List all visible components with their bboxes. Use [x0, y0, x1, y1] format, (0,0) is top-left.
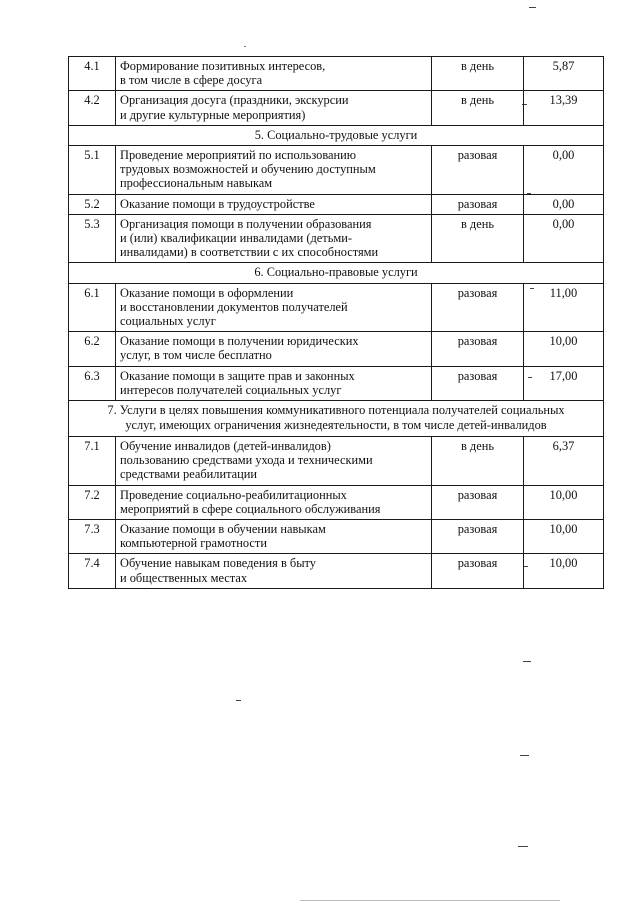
section-header-row [69, 401, 604, 437]
service-name-line: Проведение социально-реабилитационных [120, 487, 347, 502]
service-name [116, 554, 432, 588]
service-row [69, 214, 604, 263]
service-unit: разовая [432, 366, 524, 400]
service-name [116, 91, 432, 125]
scan-speck [520, 755, 529, 756]
service-number: 7.4 [69, 554, 116, 588]
service-row [69, 57, 604, 91]
section-title-line: услуг, имеющих ограничения жизнедеятельности, в том числе детей-инвалидов [125, 418, 547, 433]
service-name-line: и восстановлении документов получателей [120, 299, 348, 314]
service-number: 4.2 [69, 91, 116, 125]
service-name-line: пользованию средствами ухода и техническими [120, 453, 373, 468]
service-price: 10,00 [524, 332, 604, 366]
section-header-row [69, 263, 604, 283]
table-body [69, 57, 604, 589]
service-name-line: Оказание помощи в получении юридических [120, 334, 359, 349]
service-name [116, 485, 432, 519]
service-name-line: инвалидами) в соответствии с их способностями [120, 245, 379, 260]
service-price: 13,39 [524, 91, 604, 125]
service-unit: в день [432, 57, 524, 91]
service-unit: в день [432, 91, 524, 125]
service-number: 5.2 [69, 194, 116, 214]
service-price: 0,00 [524, 194, 604, 214]
service-number: 7.2 [69, 485, 116, 519]
service-name-line: Оказание помощи в защите прав и законных [120, 368, 355, 383]
service-unit: в день [432, 437, 524, 486]
service-name [116, 520, 432, 554]
service-name-line: интересов получателей социальных услуг [120, 382, 342, 397]
services-tariff-table [68, 56, 604, 589]
service-unit: разовая [432, 194, 524, 214]
service-row [69, 332, 604, 366]
service-name-line: компьютерной грамотности [120, 536, 267, 551]
scan-footer-noise [300, 900, 560, 901]
service-number: 6.3 [69, 366, 116, 400]
service-name-line: Обучение навыкам поведения в быту [120, 556, 316, 571]
service-price: 10,00 [524, 554, 604, 588]
service-unit: разовая [432, 146, 524, 195]
service-name-line: мероприятий в сфере социального обслуживания [120, 501, 381, 516]
service-name-line: услуг, в том числе бесплатно [120, 348, 272, 363]
service-row [69, 520, 604, 554]
service-row [69, 283, 604, 332]
service-number: 6.2 [69, 332, 116, 366]
service-name-line: Оказание помощи в обучении навыкам [120, 522, 326, 537]
scan-speck [523, 661, 531, 662]
service-number: 7.3 [69, 520, 116, 554]
section-title: 6. Социально-правовые услуги [69, 263, 604, 283]
service-price: 17,00 [524, 366, 604, 400]
service-row [69, 485, 604, 519]
service-name-line: Организация досуга (праздники, экскурсии [120, 93, 349, 108]
service-price: 0,00 [524, 214, 604, 263]
service-name [116, 366, 432, 400]
service-unit: разовая [432, 554, 524, 588]
section-title-line: 7. Услуги в целях повышения коммуникативного потенциала получателей социальных [107, 403, 565, 418]
service-name [116, 146, 432, 195]
service-name-line: Оказание помощи в трудоустройстве [120, 196, 315, 211]
service-name-line: Обучение инвалидов (детей-инвалидов) [120, 439, 331, 454]
service-number: 6.1 [69, 283, 116, 332]
service-name-line: Организация помощи в получении образования [120, 216, 372, 231]
service-row [69, 366, 604, 400]
scan-speck [244, 46, 246, 47]
service-name-line: и другие культурные мероприятия) [120, 107, 306, 122]
service-name-line: Формирование позитивных интересов, [120, 59, 326, 73]
service-number: 5.1 [69, 146, 116, 195]
service-row [69, 437, 604, 486]
service-unit: разовая [432, 283, 524, 332]
service-name [116, 214, 432, 263]
service-name-line: профессиональным навыкам [120, 176, 273, 191]
service-number: 4.1 [69, 57, 116, 91]
service-name [116, 57, 432, 91]
service-name [116, 437, 432, 486]
section-title: 5. Социально-трудовые услуги [69, 125, 604, 145]
service-row [69, 554, 604, 588]
service-name-line: Проведение мероприятий по использованию [120, 148, 357, 163]
service-name [116, 283, 432, 332]
service-name-line: Оказание помощи в оформлении [120, 285, 294, 300]
scan-speck [529, 7, 536, 8]
service-row [69, 194, 604, 214]
service-name [116, 194, 432, 214]
scan-speck [236, 700, 241, 701]
service-name-line: и общественных местах [120, 570, 248, 585]
service-row [69, 146, 604, 195]
service-unit: разовая [432, 332, 524, 366]
service-price: 10,00 [524, 485, 604, 519]
service-name-line: средствами реабилитации [120, 467, 258, 482]
section-header-row [69, 125, 604, 145]
service-unit: разовая [432, 520, 524, 554]
service-name-line: социальных услуг [120, 314, 216, 329]
service-price: 5,87 [524, 57, 604, 91]
service-name [116, 332, 432, 366]
service-unit: разовая [432, 485, 524, 519]
service-name-line: и (или) квалификации инвалидами (детьми- [120, 231, 352, 246]
service-row [69, 91, 604, 125]
service-name-line: в том числе в сфере досуга [120, 73, 263, 88]
service-number: 5.3 [69, 214, 116, 263]
service-price: 11,00 [524, 283, 604, 332]
service-number: 7.1 [69, 437, 116, 486]
service-unit: в день [432, 214, 524, 263]
service-price: 10,00 [524, 520, 604, 554]
service-price: 6,37 [524, 437, 604, 486]
service-name-line: трудовых возможностей и обучению доступным [120, 162, 376, 177]
service-price: 0,00 [524, 146, 604, 195]
scan-speck [518, 846, 528, 847]
section-title [69, 401, 604, 437]
